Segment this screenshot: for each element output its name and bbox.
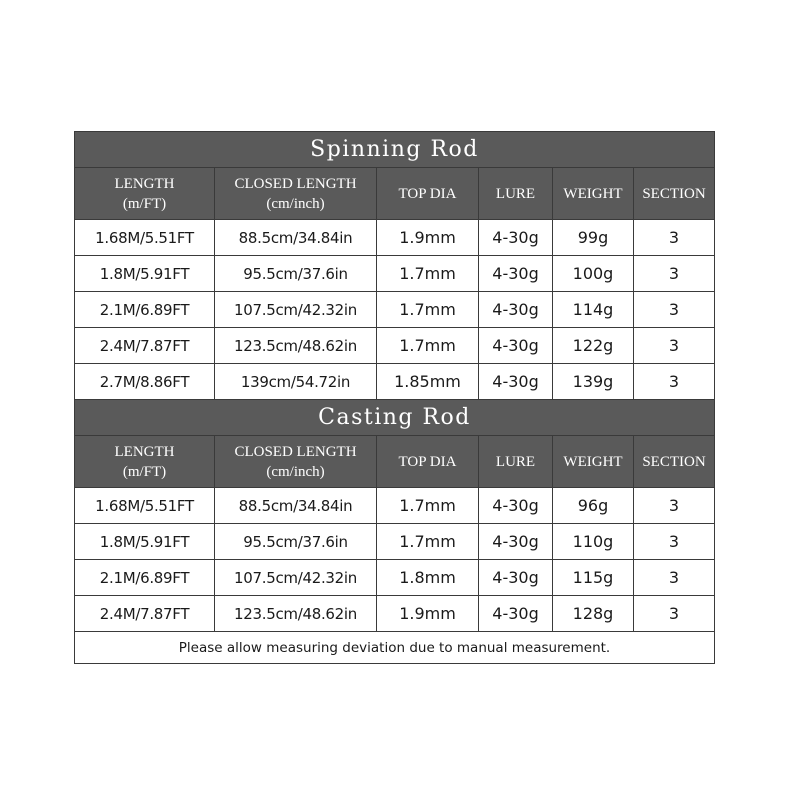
- spinning-header-closed-length: [215, 168, 377, 220]
- spinning-cell-weight: 122g: [553, 328, 634, 364]
- column-header-unit: (m/FT): [122, 463, 167, 480]
- spinning-cell-section: 3: [634, 292, 715, 328]
- table-row: [75, 292, 715, 328]
- column-header-label: SECTION: [642, 185, 706, 202]
- spinning-header-section: [634, 168, 715, 220]
- casting-cell-top-dia: 1.9mm: [377, 596, 479, 632]
- spinning-cell-top-dia: 1.7mm: [377, 328, 479, 364]
- column-header-label: CLOSED LENGTH: [234, 175, 357, 192]
- spinning-cell-closed-length: 123.5cm/48.62in: [215, 328, 377, 364]
- casting-cell-closed-length: 123.5cm/48.62in: [215, 596, 377, 632]
- column-header-unit: (m/FT): [122, 195, 167, 212]
- casting-cell-weight: 110g: [553, 524, 634, 560]
- table-row: [75, 220, 715, 256]
- table-row: [75, 488, 715, 524]
- spinning-cell-length: 1.68M/5.51FT: [75, 220, 215, 256]
- note-row: [75, 632, 715, 664]
- casting-title-row: [75, 400, 715, 436]
- casting-cell-length: 2.4M/7.87FT: [75, 596, 215, 632]
- column-header-label: SECTION: [642, 453, 706, 470]
- casting-cell-section: 3: [634, 524, 715, 560]
- casting-cell-section: 3: [634, 596, 715, 632]
- casting-cell-weight: 96g: [553, 488, 634, 524]
- spinning-cell-section: 3: [634, 220, 715, 256]
- spinning-cell-weight: 139g: [553, 364, 634, 400]
- column-header-label: CLOSED LENGTH: [234, 443, 357, 460]
- spinning-header-weight: [553, 168, 634, 220]
- casting-cell-closed-length: 95.5cm/37.6in: [215, 524, 377, 560]
- spinning-cell-length: 2.1M/6.89FT: [75, 292, 215, 328]
- casting-cell-top-dia: 1.8mm: [377, 560, 479, 596]
- spinning-cell-top-dia: 1.7mm: [377, 292, 479, 328]
- spinning-cell-top-dia: 1.7mm: [377, 256, 479, 292]
- casting-header-closed-length: [215, 436, 377, 488]
- casting-header-section: [634, 436, 715, 488]
- spinning-cell-lure: 4-30g: [479, 220, 553, 256]
- spinning-cell-weight: 114g: [553, 292, 634, 328]
- rod-spec-table: [74, 131, 715, 664]
- casting-cell-closed-length: 107.5cm/42.32in: [215, 560, 377, 596]
- table-row: [75, 328, 715, 364]
- spinning-cell-section: 3: [634, 256, 715, 292]
- casting-cell-lure: 4-30g: [479, 524, 553, 560]
- table-row: [75, 524, 715, 560]
- spinning-cell-lure: 4-30g: [479, 256, 553, 292]
- spinning-cell-lure: 4-30g: [479, 364, 553, 400]
- casting-column-header-row: [75, 436, 715, 488]
- column-header-label: WEIGHT: [563, 185, 623, 202]
- casting-cell-top-dia: 1.7mm: [377, 524, 479, 560]
- casting-rod-title: Casting Rod: [75, 400, 715, 436]
- column-header-label: LURE: [495, 453, 536, 470]
- spinning-header-length: [75, 168, 215, 220]
- column-header-label: TOP DIA: [398, 185, 457, 202]
- measurement-note: Please allow measuring deviation due to manual measurement.: [75, 632, 715, 664]
- spinning-cell-lure: 4-30g: [479, 292, 553, 328]
- spinning-cell-weight: 99g: [553, 220, 634, 256]
- column-header-unit: (cm/inch): [266, 195, 325, 212]
- spinning-cell-closed-length: 88.5cm/34.84in: [215, 220, 377, 256]
- spinning-cell-closed-length: 95.5cm/37.6in: [215, 256, 377, 292]
- casting-cell-weight: 115g: [553, 560, 634, 596]
- spinning-cell-closed-length: 139cm/54.72in: [215, 364, 377, 400]
- spinning-cell-closed-length: 107.5cm/42.32in: [215, 292, 377, 328]
- spinning-cell-length: 2.7M/8.86FT: [75, 364, 215, 400]
- casting-cell-section: 3: [634, 488, 715, 524]
- column-header-label: LURE: [495, 185, 536, 202]
- casting-header-length: [75, 436, 215, 488]
- spinning-cell-lure: 4-30g: [479, 328, 553, 364]
- casting-header-weight: [553, 436, 634, 488]
- casting-header-lure: [479, 436, 553, 488]
- table-row: [75, 560, 715, 596]
- spinning-cell-length: 1.8M/5.91FT: [75, 256, 215, 292]
- spinning-cell-section: 3: [634, 328, 715, 364]
- spinning-title-row: [75, 132, 715, 168]
- column-header-label: WEIGHT: [563, 453, 623, 470]
- casting-cell-length: 2.1M/6.89FT: [75, 560, 215, 596]
- column-header-unit: (cm/inch): [266, 463, 325, 480]
- spinning-cell-top-dia: 1.9mm: [377, 220, 479, 256]
- column-header-label: LENGTH: [114, 175, 175, 192]
- casting-cell-lure: 4-30g: [479, 560, 553, 596]
- table-row: [75, 596, 715, 632]
- spinning-header-top-dia: [377, 168, 479, 220]
- table-row: [75, 256, 715, 292]
- spinning-cell-section: 3: [634, 364, 715, 400]
- casting-cell-lure: 4-30g: [479, 596, 553, 632]
- table-row: [75, 364, 715, 400]
- casting-cell-closed-length: 88.5cm/34.84in: [215, 488, 377, 524]
- spinning-cell-top-dia: 1.85mm: [377, 364, 479, 400]
- casting-cell-weight: 128g: [553, 596, 634, 632]
- casting-cell-section: 3: [634, 560, 715, 596]
- column-header-label: LENGTH: [114, 443, 175, 460]
- spinning-header-lure: [479, 168, 553, 220]
- column-header-label: TOP DIA: [398, 453, 457, 470]
- casting-cell-length: 1.68M/5.51FT: [75, 488, 215, 524]
- spinning-column-header-row: [75, 168, 715, 220]
- spinning-cell-weight: 100g: [553, 256, 634, 292]
- rod-spec-table-container: [74, 131, 714, 664]
- casting-header-top-dia: [377, 436, 479, 488]
- spinning-cell-length: 2.4M/7.87FT: [75, 328, 215, 364]
- spinning-rod-title: Spinning Rod: [75, 132, 715, 168]
- casting-cell-top-dia: 1.7mm: [377, 488, 479, 524]
- casting-cell-lure: 4-30g: [479, 488, 553, 524]
- casting-cell-length: 1.8M/5.91FT: [75, 524, 215, 560]
